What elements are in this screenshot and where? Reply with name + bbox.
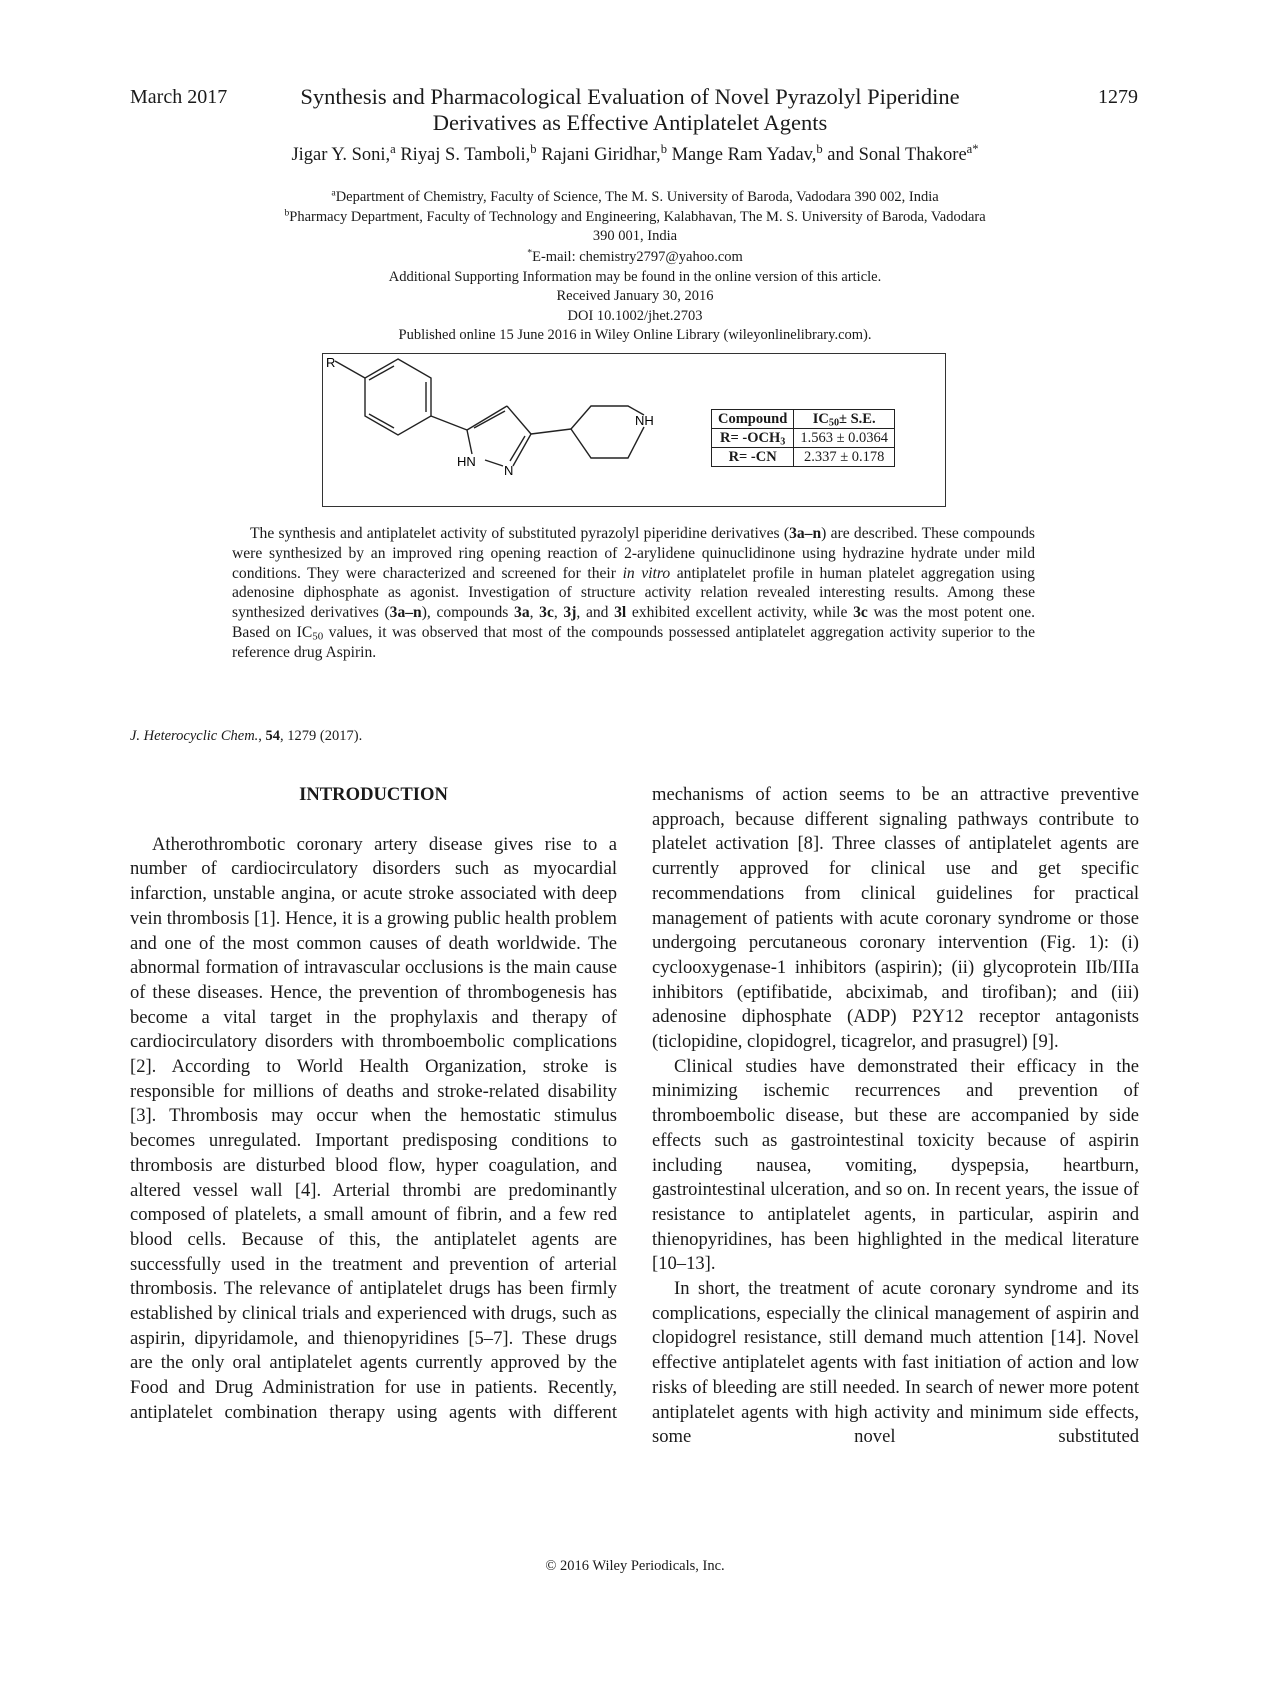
- body-column-left: [130, 783, 617, 1426]
- nh-label: NH: [635, 413, 654, 428]
- pyrazole-bond: [467, 406, 507, 430]
- table-cell-compound: R= -CN: [712, 448, 794, 467]
- journal-citation: J. Heterocyclic Chem., 54, 1279 (2017).: [130, 728, 363, 744]
- piperidine-bond: [571, 406, 644, 429]
- ic50-table: [711, 409, 895, 467]
- abstract: The synthesis and antiplatelet activity of substituted pyrazolyl piperidine derivatives (3a–n) are described. These compounds were synthesized by an improved ring opening reaction of 2-arylidene quinuclidinone using hydrazine hydrate under mild conditions. They were characterized and screened for their in vitro antiplatelet profile in human platelet aggregation using adenosine diphosphate as agonist. Investigation of structure activity relation revealed interesting results. Among these synthesized derivatives (3a–n), compounds 3a, 3c, 3j, and 3l exhibited excellent activity, while 3c was the most potent one. Based on $IC_{50}$ values, it was observed that most of the compounds possessed antiplatelet aggregation activity superior to the reference drug Aspirin.: [232, 525, 1036, 661]
- hn-label: HN: [457, 454, 476, 469]
- pyrazole-bond: [467, 430, 472, 454]
- author-3: Rajani Giridhar,$^b$: [541, 142, 667, 165]
- title-line-2: Derivatives as Effective Antiplatelet Agents: [432, 110, 828, 135]
- title-line-1: Synthesis and Pharmacological Evaluation of Novel Pyrazolyl Piperidine: [300, 84, 960, 109]
- affiliation-b: $^b$Pharmacy Department, Faculty of Technology and Engineering, Kalabhavan, The M. S. University of Baroda, Vadodara: [284, 207, 986, 225]
- body-paragraph: Atherothrombotic coronary artery disease gives rise to a number of cardiocirculatory disorders such as myocardial infarction, unstable angina, or acute stroke associated with deep vein thrombosis [1]. Hence, it is a growing public health problem and one of the most common causes of death worldwide. The abnormal formation of intravascular occlusions is the main cause of these diseases. Hence, the prevention of thrombogenesis has become a vital target in the prophylaxis and therapy of cardiocirculatory disorders with thromboembolic complications [2]. According to World Health Organization, stroke is responsible for millions of deaths and stroke-related disability [3]. Thrombosis may occur when the hemostatic stimulus becomes unregulated. Important predisposing conditions to thrombosis are disturbed blood flow, hyper coagulation, and altered vessel wall [4]. Arterial thrombi are predominantly composed of platelets, a small amount of fibrin, and a few red blood cells. Because of this, the antiplatelet agents are successfully used in the treatment and prevention of arterial thrombosis. The relevance of antiplatelet drugs has been firmly established by clinical trials and experienced with drugs, such as aspirin, dipyridamole, and thienopyridines [5–7]. These drugs are the only oral antiplatelet agents currently approved by the Food and Drug Administration for use in patients. Recently, antiplatelet combination therapy using agents with different: [130, 833, 617, 1423]
- author-list: [160, 142, 1110, 166]
- copyright-footer: © 2016 Wiley Periodicals, Inc.: [545, 1558, 725, 1574]
- received-date: Received January 30, 2016: [556, 288, 714, 304]
- doi: DOI 10.1002/jhet.2703: [567, 307, 703, 324]
- page-number: 1279: [1098, 86, 1138, 108]
- article-title: [240, 84, 1020, 136]
- table-row: [712, 448, 895, 467]
- body-column-right: [652, 783, 1139, 1450]
- table-cell-value: 2.337 ± 0.178: [794, 448, 895, 467]
- section-heading: INTRODUCTION: [299, 784, 448, 805]
- pyrazole-piperidine-bond: [531, 429, 571, 434]
- benzene-ring: [365, 359, 431, 435]
- affiliation-a: $^a$Department of Chemistry, Faculty of Science, The M. S. University of Baroda, Vadodara 390 002, India: [331, 187, 939, 205]
- piperidine-bond: [571, 427, 644, 458]
- pyrazole-bond: [513, 434, 531, 466]
- author-1: Jigar Y. Soni,$^a$: [291, 142, 396, 165]
- author-2: Riyaj S. Tamboli,$^b$: [400, 142, 537, 165]
- pyrazole-bond: [507, 406, 531, 434]
- header-date: March 2017: [130, 86, 228, 108]
- affiliations: [215, 188, 1055, 247]
- aryl-pyrazole-bond: [431, 416, 467, 430]
- table-row: [712, 429, 895, 448]
- pyrazole-double-bond: [474, 411, 505, 428]
- author-4: Mange Ram Yadav,$^b$: [671, 142, 823, 165]
- table-header-compound: Compound: [712, 410, 794, 429]
- email-line: *E-mail: chemistry2797@yahoo.com: [527, 247, 743, 265]
- body-paragraph: Clinical studies have demonstrated their efficacy in the minimizing ischemic recurrences and prevention of thromboembolic disease, but these are accompanied by side effects such as gastrointestinal toxicity because of aspirin including nausea, vomiting, dyspepsia, heartburn, gastrointestinal ulceration, and so on. In recent years, the issue of resistance to antiplatelet agents, in particular, aspirin and thienopyridines, has been highlighted in the medical literature [10–13].: [652, 1055, 1139, 1275]
- graphical-abstract: [322, 353, 946, 507]
- table-cell-value: 1.563 ± 0.0364: [794, 429, 895, 448]
- table-cell-compound: $R= -OCH_3$: [712, 429, 794, 448]
- table-header-ic50: $IC_{50}\pm S.E$.: [794, 410, 895, 429]
- n-label: N: [504, 463, 514, 478]
- supporting-info: Additional Supporting Information may be found in the online version of this article.: [388, 268, 882, 285]
- r-label: R: [326, 355, 336, 370]
- article-meta: [215, 248, 1055, 346]
- pyrazole-bond: [485, 460, 503, 466]
- published-line: Published online 15 June 2016 in Wiley Online Library (wileyonlinelibrary.com).: [398, 327, 872, 343]
- table-header-row: [712, 410, 895, 429]
- affiliation-b-cont: 390 001, India: [592, 228, 678, 244]
- author-5: and Sonal Thakore$^{a*}$: [827, 142, 979, 165]
- body-paragraph: In short, the treatment of acute coronary syndrome and its complications, especially the clinical management of aspirin and clopidogrel resistance, still demand much attention [14]. Novel effective antiplatelet agents with fast initiation of action and low risks of bleeding are still needed. In search of newer more potent antiplatelet agents with high activity and minimum side effects, some novel substituted: [652, 1278, 1139, 1448]
- r-bond: [335, 361, 365, 378]
- body-paragraph: mechanisms of action seems to be an attractive preventive approach, because different signaling pathways contribute to platelet activation [8]. Three classes of antiplatelet agents are currently approved for clinical use and get specific recommendations from clinical guidelines for practical management of patients with acute coronary syndrome or those undergoing percutaneous coronary intervention (Fig. 1): (i) cyclooxygenase-1 inhibitors (aspirin); (ii) glycoprotein IIb/IIIa inhibitors (eptifibatide, abciximab, and tirofiban); and (iii) adenosine diphosphate (ADP) P2Y12 receptor antagonists (ticlopidine, clopidogrel, ticagrelor, and prasugrel) [9].: [652, 784, 1139, 1053]
